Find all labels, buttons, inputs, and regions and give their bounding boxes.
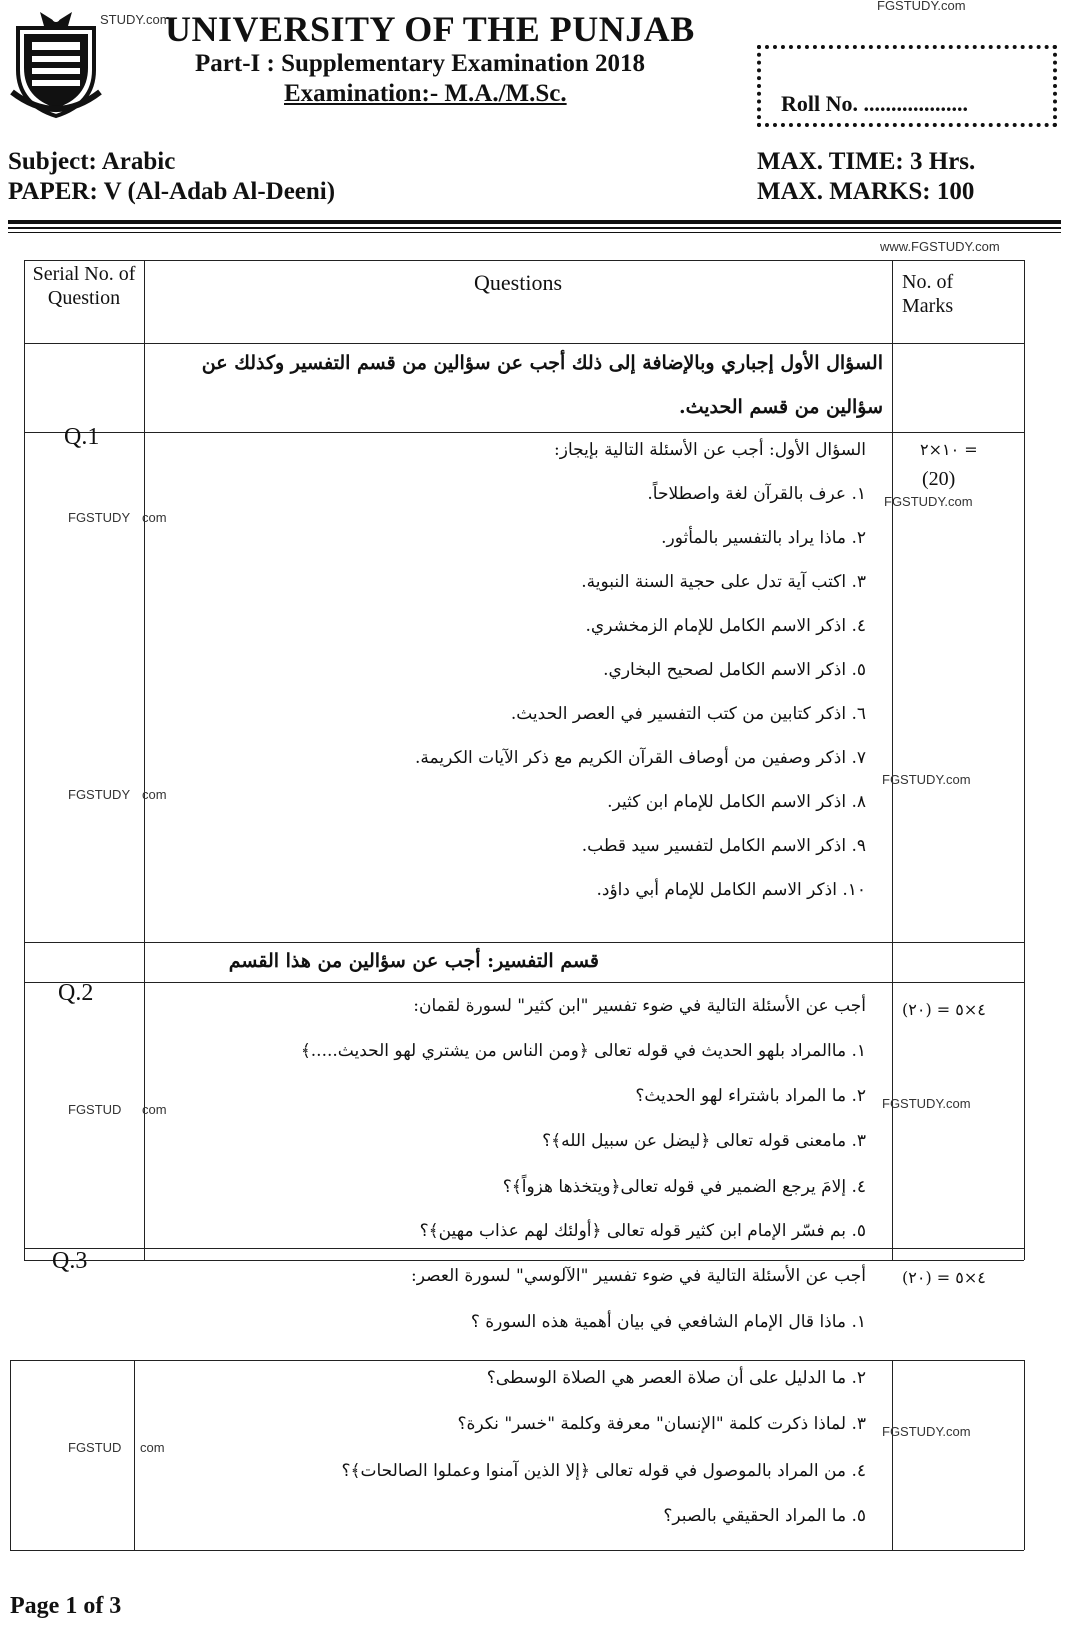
watermark-marks: FGSTUDY.com: [882, 1424, 971, 1439]
watermark-marks: FGSTUDY.com: [882, 1096, 971, 1111]
exam-line: Part-I : Supplementary Examination 2018: [195, 50, 645, 77]
watermark-left: FGSTUD: [68, 1440, 122, 1455]
question-number: Q.2: [58, 980, 94, 1006]
table-border: [24, 1248, 1024, 1249]
question-item: ٩. اذكر الاسم الكامل لتفسير سيد قطب.: [581, 836, 866, 856]
table-border: [24, 1260, 1024, 1261]
university-title: UNIVERSITY OF THE PUNJAB: [165, 9, 695, 49]
watermark-left: FGSTUD: [68, 1102, 122, 1117]
watermark-left: FGSTUDY: [68, 510, 131, 525]
question-item: ٢. ما الدليل على أن صلاة العصر هي الصلاة الوسطى؟: [486, 1368, 866, 1388]
question-item: ٣. مامعنى قوله تعالى ﴿ليضل عن سبيل الله﴾؟: [542, 1131, 866, 1151]
watermark-left: com: [142, 787, 167, 802]
instruction-line: سؤالين من قسم الحديث.: [678, 396, 883, 418]
question-item: ٦. اذكر كتابين من كتب التفسير في العصر الحديث.: [510, 704, 866, 724]
column-header-serial: Serial No. of Question: [32, 263, 136, 309]
question-item: ٤. اذكر الاسم الكامل للإمام الزمخشري.: [585, 616, 866, 636]
table-border: [892, 1360, 893, 1550]
question-item: ٨. اذكر الاسم الكامل للإمام ابن كثير.: [607, 792, 866, 812]
paper: PAPER: V (Al-Adab Al-Deeni): [8, 178, 336, 205]
question-intro: أجب عن الأسئلة التالية في ضوء تفسير "الآلوسي" لسورة العصر:: [411, 1266, 866, 1286]
table-border: [24, 343, 1024, 344]
question-number: Q.3: [52, 1248, 88, 1274]
column-header-questions: Questions: [474, 270, 562, 295]
instruction-line: السؤال الأول إجباري وبالإضافة إلى ذلك أجب عن سؤالين من قسم التفسير وكذلك عن: [201, 352, 883, 374]
watermark-marks: FGSTUDY.com: [884, 494, 973, 509]
question-intro: أجب عن الأسئلة التالية في ضوء تفسير "ابن كثير" لسورة لقمان:: [413, 996, 866, 1016]
column-header-marks: No. of Marks: [902, 271, 954, 317]
question-item: ١. عرف بالقرآن لغة واصطلاحاً.: [647, 484, 866, 504]
table-border: [1024, 1360, 1025, 1550]
question-item: ٢. ماذا يراد بالتفسير بالمأثور.: [661, 528, 866, 548]
roll-number-box: [757, 45, 1057, 127]
table-border: [24, 260, 1024, 261]
page-number: Page 1 of 3: [10, 1593, 122, 1619]
table-border: [10, 1360, 1024, 1361]
question-item: ٥. ما المراد الحقيقي بالصبر؟: [663, 1506, 866, 1526]
question-intro: السؤال الأول: أجب عن الأسئلة التالية بإيجاز:: [554, 440, 866, 460]
table-border: [24, 942, 1024, 943]
exam-type: Examination:- M.A./M.Sc.: [284, 80, 567, 107]
header-rule: [8, 232, 1061, 233]
question-item: ٤. إلامَ يرجع الضمير في قوله تعالى﴿ويتخذها هزواً﴾؟: [502, 1177, 866, 1197]
header-rule: [8, 220, 1061, 224]
table-border: [24, 982, 1024, 983]
watermark-left: com: [142, 1102, 167, 1117]
question-item: ٤. من المراد بالموصول في قوله تعالى ﴿إلا الذين آمنوا وعملوا الصالحات﴾؟: [341, 1461, 866, 1481]
watermark-top-right: FGSTUDY.com: [877, 0, 966, 13]
marks-value: ٤×٥ = (٢٠): [902, 1268, 986, 1287]
question-item: ٢. ما المراد باشتراء لهو الحديث؟: [635, 1086, 866, 1106]
watermark-left: FGSTUDY: [68, 787, 131, 802]
marks-value: ٤×٥ = (٢٠): [902, 1000, 986, 1019]
max-marks: MAX. MARKS: 100: [757, 178, 975, 205]
question-item: ٣. اكتب آية تدل على حجية السنة النبوية.: [581, 572, 866, 592]
question-item: ١. ماالمراد بلهو الحديث في قوله تعالى ﴿ومن الناس من يشتري لهو الحديث.....﴾: [300, 1041, 866, 1061]
header-rule: [8, 227, 1061, 229]
marks-value: ۲×۱۰ =: [920, 440, 978, 459]
watermark-top-left: STUDY.com: [100, 12, 171, 27]
max-time: MAX. TIME: 3 Hrs.: [757, 148, 976, 175]
question-item: ٥. اذكر الاسم الكامل لصحيح البخاري.: [603, 660, 866, 680]
table-border: [1024, 260, 1025, 1260]
subject: Subject: Arabic: [8, 148, 176, 175]
roll-number-label: Roll No. ...................: [781, 91, 968, 116]
table-border: [24, 260, 25, 1260]
watermark-left: com: [142, 510, 167, 525]
question-item: ٣. لماذا ذكرت كلمة "الإنسان" معرفة وكلمة "خسر" نكرة؟: [457, 1414, 866, 1434]
table-border: [10, 1360, 11, 1550]
table-border: [24, 432, 1024, 433]
university-logo: [10, 8, 102, 120]
question-item: ١. ماذا قال الإمام الشافعي في بيان أهمية هذه السورة ؟: [470, 1312, 866, 1332]
question-item: ٥. بم فسّر الإمام ابن كثير قوله تعالى ﴿أولئك لهم عذاب مهين﴾؟: [419, 1221, 866, 1241]
question-item: ٧. اذكر وصفين من أوصاف القرآن الكريم مع ذكر الآيات الكريمة.: [415, 748, 866, 768]
section-heading: قسم التفسير: أجب عن سؤالين من هذا القسم: [228, 950, 599, 972]
watermark-under-rule: www.FGSTUDY.com: [880, 239, 1000, 254]
watermark-left: com: [140, 1440, 165, 1455]
marks-total: (20): [922, 468, 956, 490]
table-border: [134, 1360, 135, 1550]
question-number: Q.1: [64, 424, 100, 450]
watermark-marks: FGSTUDY.com: [882, 772, 971, 787]
question-item: ١٠. اذكر الاسم الكامل للإمام أبي داؤد.: [596, 880, 866, 900]
table-border: [10, 1550, 1024, 1551]
